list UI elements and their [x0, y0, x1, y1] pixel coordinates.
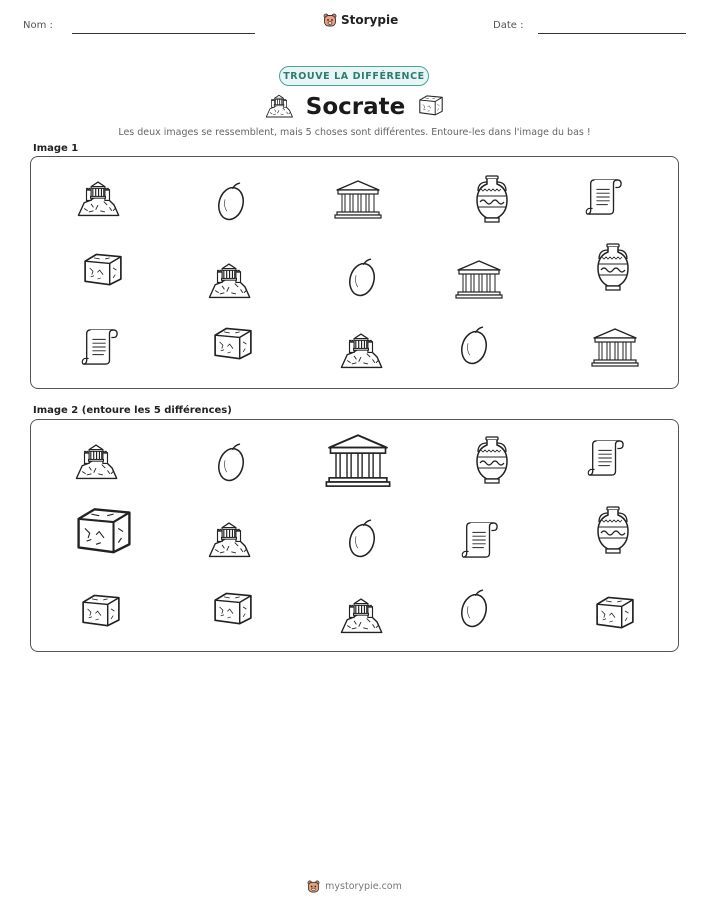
stone-block-icon[interactable] [592, 593, 638, 631]
scroll-icon[interactable] [461, 519, 499, 561]
amphora-icon[interactable] [472, 435, 512, 485]
olive-icon [457, 324, 491, 366]
acropolis-icon [338, 329, 384, 369]
stone-block-icon[interactable] [78, 591, 124, 629]
stone-block-icon [417, 93, 445, 121]
acropolis-icon[interactable] [73, 440, 119, 480]
olive-icon[interactable] [214, 441, 248, 483]
page-title: Socrate [305, 94, 406, 120]
instructions: Les deux images se ressemblent, mais 5 choses sont différentes. Entoure-les dans l'image du bas ! [118, 127, 591, 138]
scroll-icon [585, 176, 623, 218]
name-label: Nom : [23, 20, 53, 31]
image1-panel [30, 156, 679, 389]
temple-icon [591, 326, 639, 368]
image1-label: Image 1 [33, 143, 79, 154]
amphora-icon [472, 174, 512, 224]
amphora-icon [593, 242, 633, 292]
stone-block-icon [80, 250, 126, 288]
olive-icon[interactable] [457, 587, 491, 629]
activity-badge: TROUVE LA DIFFÉRENCE [279, 66, 429, 86]
bear-logo-icon [323, 13, 337, 27]
stone-block-icon [210, 324, 256, 362]
acropolis-icon [264, 92, 294, 122]
scroll-icon[interactable] [587, 437, 625, 479]
footer-link[interactable]: mystorypie.com [325, 881, 402, 892]
stone-block-icon[interactable] [210, 589, 256, 627]
acropolis-icon [206, 259, 252, 299]
brand-logo [323, 13, 398, 27]
brand-name: Storypie [341, 13, 399, 27]
footer [0, 880, 709, 893]
olive-icon[interactable] [345, 517, 379, 559]
stone-block-icon[interactable] [72, 503, 136, 557]
scroll-icon [81, 326, 119, 368]
temple-icon [455, 258, 503, 300]
date-line[interactable] [538, 33, 686, 34]
temple-icon [334, 178, 382, 220]
image2-panel[interactable] [30, 419, 679, 652]
name-line[interactable] [72, 33, 255, 34]
temple-icon[interactable] [325, 431, 391, 489]
acropolis-icon [75, 177, 121, 217]
title-row [0, 92, 709, 122]
image2-label: Image 2 (entoure les 5 différences) [33, 405, 232, 416]
amphora-icon[interactable] [593, 505, 633, 555]
date-label: Date : [493, 20, 524, 31]
olive-icon [214, 180, 248, 222]
bear-logo-icon [307, 880, 320, 893]
acropolis-icon[interactable] [206, 518, 252, 558]
olive-icon [345, 256, 379, 298]
acropolis-icon[interactable] [338, 594, 384, 634]
